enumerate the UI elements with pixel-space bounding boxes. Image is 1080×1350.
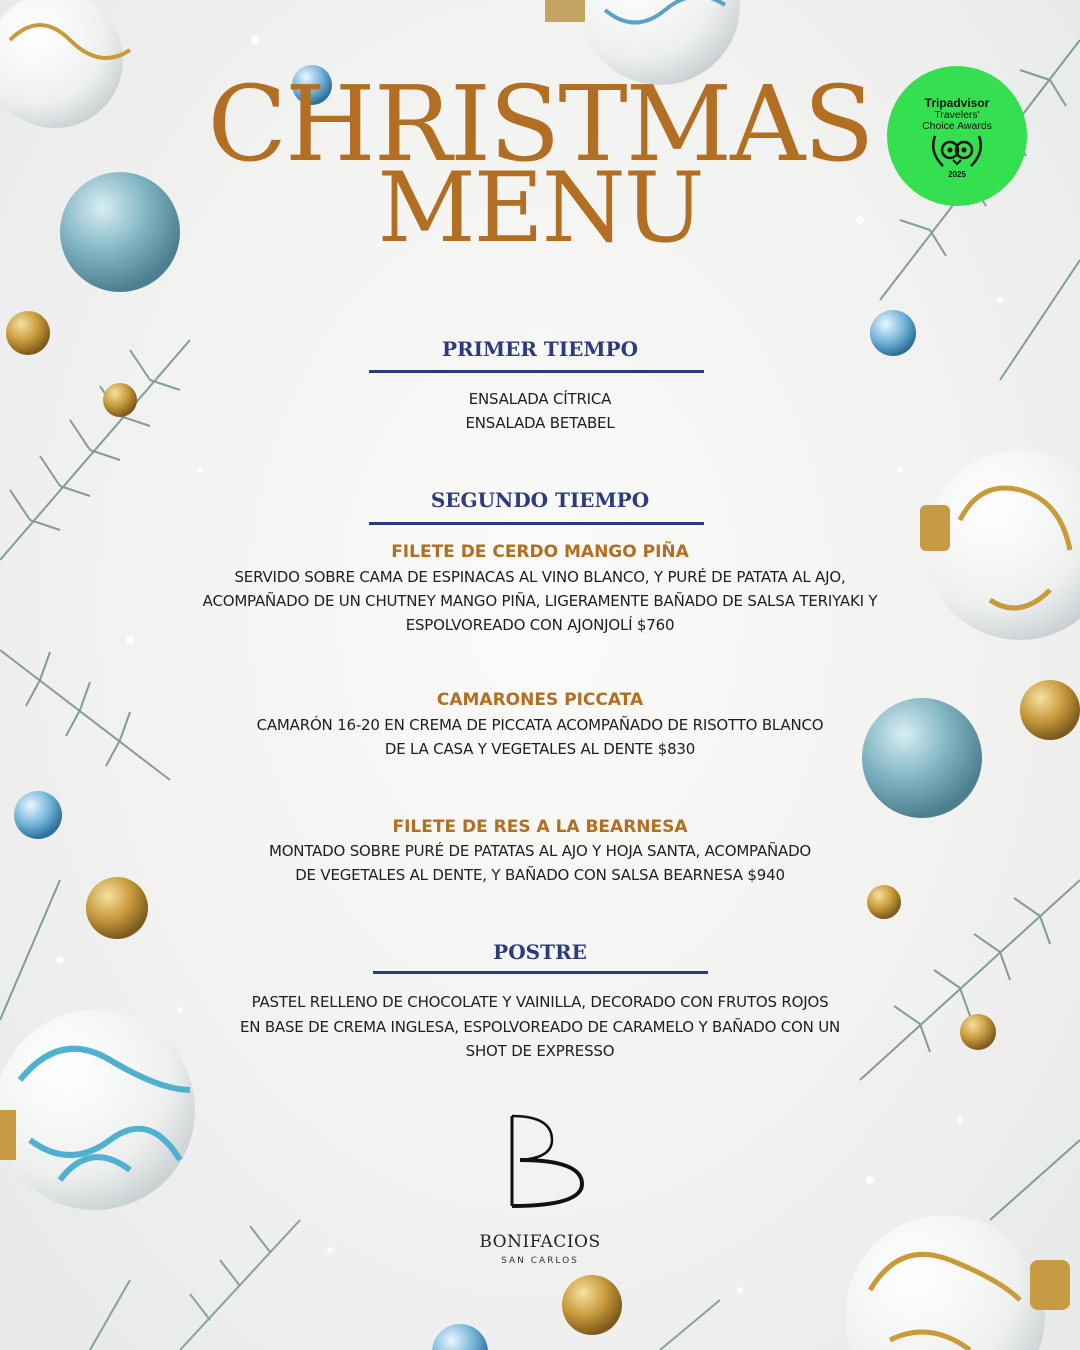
- menu-item: ENSALADA CÍTRICA: [468, 390, 612, 408]
- section-divider: [373, 971, 708, 974]
- dish-description: ACOMPAÑADO DE UN CHUTNEY MANGO PIÑA, LIGERAMENTE BAÑADO DE SALSA TERIYAKI Y: [202, 592, 878, 610]
- award-title: Travelers' Choice Awards: [922, 109, 992, 132]
- dish-description: ESPOLVOREADO CON AJONJOLÍ $760: [405, 616, 675, 634]
- dish-description: MONTADO SOBRE PURÉ DE PATATAS AL AJO Y HOJA SANTA, ACOMPAÑADO: [268, 842, 812, 860]
- dessert-description: EN BASE DE CREMA INGLESA, ESPOLVOREADO DE CARAMELO Y BAÑADO CON UN: [239, 1018, 841, 1036]
- tripadvisor-owl-icon: [931, 132, 983, 170]
- dish-name: FILETE DE CERDO MANGO PIÑA: [391, 542, 689, 562]
- logo-monogram-letter: B: [490, 1108, 491, 1109]
- dish-name: FILETE DE RES A LA BEARNESA: [392, 817, 688, 837]
- section-divider: [369, 370, 704, 373]
- dessert-description: PASTEL RELLENO DE CHOCOLATE Y VAINILLA, DECORADO CON FRUTOS ROJOS: [251, 993, 829, 1011]
- section-heading-segundo-tiempo: SEGUNDO TIEMPO: [430, 488, 650, 512]
- dish-name: CAMARONES PICCATA: [436, 690, 644, 710]
- menu-title-line1: CHRISTMAS: [207, 63, 873, 185]
- dessert-description: SHOT DE EXPRESSO: [465, 1042, 615, 1060]
- restaurant-name: BONIFACIOS: [479, 1232, 601, 1252]
- section-heading-postre: POSTRE: [493, 940, 587, 964]
- dish-description: DE LA CASA Y VEGETALES AL DENTE $830: [384, 740, 696, 758]
- menu-title-line2: MENU: [377, 152, 703, 264]
- restaurant-location: SAN CARLOS: [501, 1256, 579, 1266]
- award-brand: Tripadvisor: [924, 96, 990, 110]
- dish-description: SERVIDO SOBRE CAMA DE ESPINACAS AL VINO BLANCO, Y PURÉ DE PATATA AL AJO,: [234, 568, 846, 586]
- dish-description: CAMARÓN 16-20 EN CREMA DE PICCATA ACOMPAÑADO DE RISOTTO BLANCO: [256, 716, 824, 734]
- section-heading-primer-tiempo: PRIMER TIEMPO: [441, 337, 639, 361]
- menu-item: ENSALADA BETABEL: [465, 414, 615, 432]
- award-year: 2025: [948, 170, 966, 179]
- bonifacios-logo-monogram: [490, 1108, 590, 1218]
- dish-description: DE VEGETALES AL DENTE, Y BAÑADO CON SALSA BEARNESA $940: [295, 866, 785, 884]
- section-divider: [369, 522, 704, 525]
- blue-swirl-ornament-left: [0, 1010, 195, 1210]
- tripadvisor-award-badge: [887, 66, 1027, 206]
